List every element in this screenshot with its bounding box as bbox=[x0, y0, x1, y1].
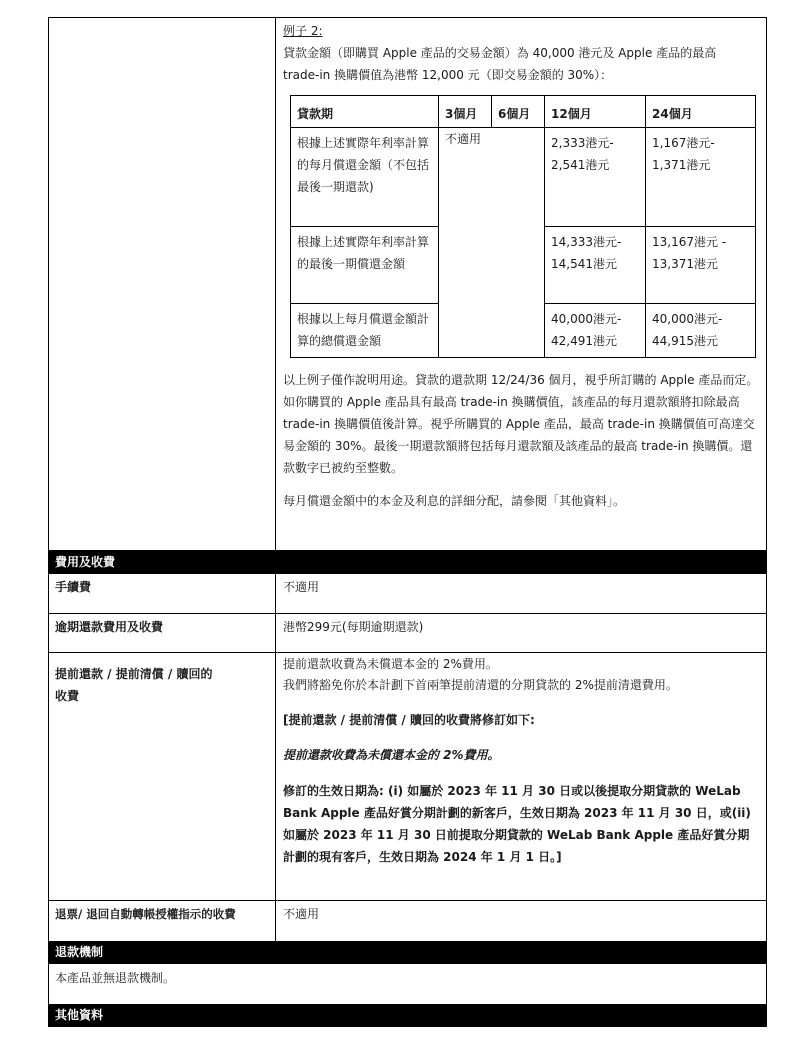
cell-12-months bbox=[545, 304, 646, 358]
example-label-cell bbox=[49, 18, 276, 550]
spacer bbox=[283, 696, 759, 710]
repayment-example-table bbox=[290, 95, 756, 358]
prepayment-revised-fee: 提前還款收費為未償還本金的 2%費用。 bbox=[283, 748, 500, 762]
example-row bbox=[49, 18, 766, 551]
value-line: 13,167港元 - bbox=[652, 235, 727, 249]
header-loan-tenor: 貸款期 bbox=[291, 96, 439, 128]
example-intro-line1: 貸款金額（即購買 Apple 產品的交易金額）為 40,000 港元及 Apple 產品的最高 bbox=[283, 46, 717, 60]
fee-label bbox=[49, 653, 276, 900]
example-content-cell bbox=[276, 18, 766, 550]
cell-12-months bbox=[545, 128, 646, 227]
prepayment-line1: 提前還款收費為未償還本金的 2%費用。 bbox=[283, 657, 498, 671]
fee-label: 手續費 bbox=[49, 574, 276, 613]
value-line: 14,541港元 bbox=[551, 257, 617, 271]
section-header-refund: 退款機制 bbox=[49, 941, 766, 964]
fee-row-handling bbox=[49, 574, 766, 614]
table-row bbox=[291, 128, 756, 227]
header-3-months: 3個月 bbox=[439, 96, 492, 128]
value-line: 40,000港元- bbox=[652, 312, 723, 326]
value-line: 40,000港元- bbox=[551, 312, 622, 326]
header-6-months: 6個月 bbox=[492, 96, 545, 128]
prepayment-revision-heading: [提前還款 / 提前清償 / 贖回的收費將修訂如下: bbox=[283, 713, 535, 727]
example-heading: 例子 2: bbox=[283, 24, 323, 38]
refund-text: 本產品並無退款機制。 bbox=[55, 971, 176, 985]
fee-value: 不適用 bbox=[283, 580, 320, 594]
table-header-row bbox=[291, 96, 756, 128]
value-line: 1,167港元- bbox=[652, 136, 715, 150]
product-key-facts-table bbox=[48, 17, 767, 1027]
value-line: 2,333港元- bbox=[551, 136, 614, 150]
not-applicable-cell: 不適用 bbox=[439, 128, 545, 358]
value-line: 2,541港元 bbox=[551, 158, 610, 172]
spacer bbox=[283, 766, 759, 780]
fee-label: 退票/ 退回自動轉帳授權指示的收費 bbox=[49, 901, 276, 941]
cell-24-months bbox=[646, 128, 756, 227]
fee-value: 港幣299元(每期逾期還款) bbox=[283, 620, 424, 634]
value-line: 42,491港元 bbox=[551, 334, 617, 348]
row-label: 根據以上每月償還金額計算的總償還金額 bbox=[291, 304, 439, 358]
cell-12-months bbox=[545, 227, 646, 304]
example-reference-note: 每月償還金額中的本金及利息的詳細分配，請參閱「其他資料」。 bbox=[283, 494, 626, 508]
spacer bbox=[283, 731, 759, 745]
fee-value: 不適用 bbox=[283, 907, 320, 921]
value-line: 1,371港元 bbox=[652, 158, 711, 172]
section-header-other-info: 其他資料 bbox=[49, 1004, 766, 1027]
cell-24-months bbox=[646, 227, 756, 304]
value-line: 13,371港元 bbox=[652, 257, 718, 271]
fee-row-late-payment bbox=[49, 614, 766, 653]
section-header-fees: 費用及收費 bbox=[49, 551, 766, 574]
example-disclaimer: 以上例子僅作說明用途。貸款的還款期 12/24/36 個月，視乎所訂購的 Apple 產品而定。如你購買的 Apple 產品具有最高 trade-in 換購價值，該產品的每月還款額將扣除最高 trade-in 換購價值後計算。視乎所購買的 Apple 產品，最高 trade-in 換購價值可高達交易金額的 30%。最後一期還款額將包括每月還款額及該產品的最高 trade-in 換購價。還款數字已被約至整數。 bbox=[283, 373, 759, 475]
value-line: 14,333港元- bbox=[551, 235, 622, 249]
prepayment-line2: 我們將豁免你於本計劃下首兩筆提前清還的分期貸款的 2%提前清還費用。 bbox=[283, 678, 678, 692]
prepayment-label-text: 提前還款 / 提前清償 / 贖回的收費 bbox=[55, 667, 213, 703]
prepayment-effective-date: 修訂的生效日期為: (i) 如屬於 2023 年 11 月 30 日或以後提取分期貸款的 WeLab Bank Apple 產品好賞分期計劃的新客戶，生效日期為 2023 年 11 月 30 日，或(ii) 如屬於 2023 年 11 月 30 日前提取分期貸款的 WeLab Bank Apple 產品好賞分期計劃的現有客戶，生效日期為 2024 年 1 月 1 日。] bbox=[283, 784, 751, 864]
value-line: 44,915港元 bbox=[652, 334, 718, 348]
fee-label: 逾期還款費用及收費 bbox=[49, 614, 276, 652]
row-label: 根據上述實際年利率計算的每月償還金額（不包括最後一期還款) bbox=[291, 128, 439, 227]
fee-row-returned-payment bbox=[49, 901, 766, 941]
header-24-months: 24個月 bbox=[646, 96, 756, 128]
row-label: 根據上述實際年利率計算的最後一期償還金額 bbox=[291, 227, 439, 304]
fee-value bbox=[276, 653, 766, 900]
fee-row-prepayment bbox=[49, 653, 766, 901]
cell-24-months bbox=[646, 304, 756, 358]
example-intro-line2: trade-in 換購價值為港幣 12,000 元（即交易金額的 30%）： bbox=[283, 68, 613, 82]
header-12-months: 12個月 bbox=[545, 96, 646, 128]
